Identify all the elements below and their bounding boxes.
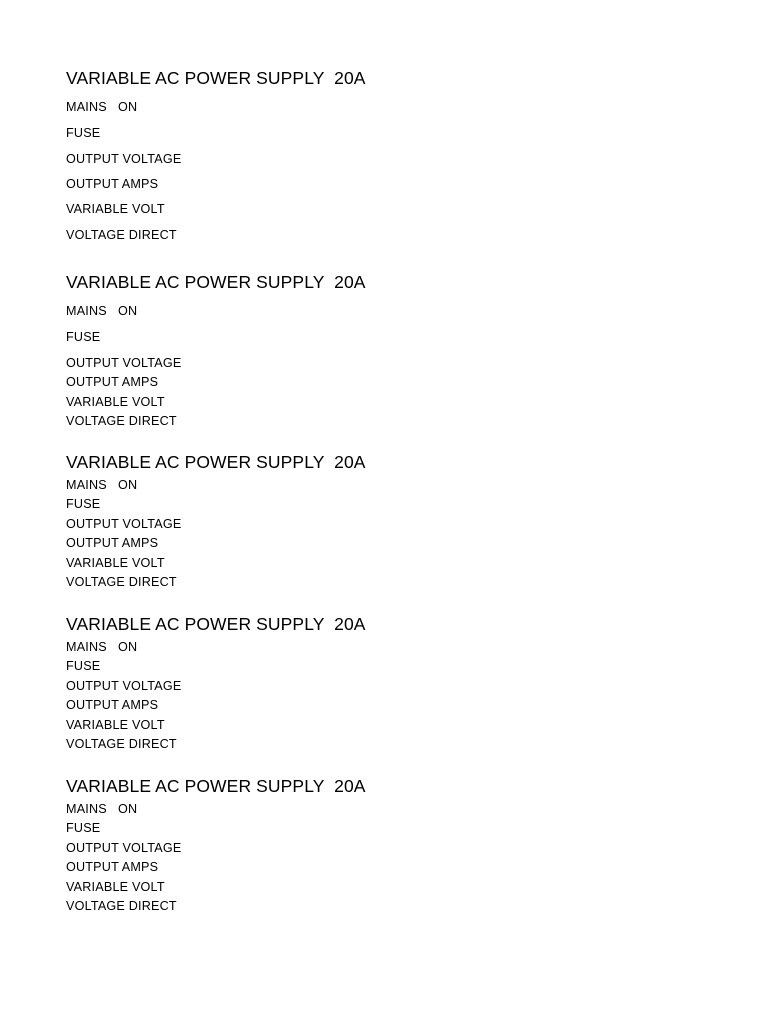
label-line-output-voltage: OUTPUT VOLTAGE bbox=[66, 152, 182, 166]
label-line-output-amps: OUTPUT AMPS bbox=[66, 860, 159, 874]
label-line-voltage-direct: VOLTAGE DIRECT bbox=[66, 414, 177, 428]
label-line-mains: MAINS ON bbox=[66, 802, 138, 816]
label-line-variable-volt: VARIABLE VOLT bbox=[66, 556, 165, 570]
label-line-fuse: FUSE bbox=[66, 497, 101, 511]
label-line-variable-volt: VARIABLE VOLT bbox=[66, 880, 165, 894]
label-line-fuse: FUSE bbox=[66, 821, 101, 835]
block-title: VARIABLE AC POWER SUPPLY 20A bbox=[66, 614, 366, 634]
label-line-mains: MAINS ON bbox=[66, 640, 138, 654]
label-line-variable-volt: VARIABLE VOLT bbox=[66, 718, 165, 732]
label-line-output-voltage: OUTPUT VOLTAGE bbox=[66, 679, 182, 693]
label-line-variable-volt: VARIABLE VOLT bbox=[66, 202, 165, 216]
label-line-output-amps: OUTPUT AMPS bbox=[66, 177, 159, 191]
label-line-fuse: FUSE bbox=[66, 126, 101, 140]
label-line-output-amps: OUTPUT AMPS bbox=[66, 698, 159, 712]
label-line-output-voltage: OUTPUT VOLTAGE bbox=[66, 841, 182, 855]
label-line-fuse: FUSE bbox=[66, 330, 101, 344]
block-title: VARIABLE AC POWER SUPPLY 20A bbox=[66, 272, 366, 292]
label-line-output-amps: OUTPUT AMPS bbox=[66, 375, 159, 389]
block-title: VARIABLE AC POWER SUPPLY 20A bbox=[66, 452, 366, 472]
label-line-output-voltage: OUTPUT VOLTAGE bbox=[66, 356, 182, 370]
label-line-output-voltage: OUTPUT VOLTAGE bbox=[66, 517, 182, 531]
label-line-voltage-direct: VOLTAGE DIRECT bbox=[66, 228, 177, 242]
label-line-variable-volt: VARIABLE VOLT bbox=[66, 395, 165, 409]
label-line-voltage-direct: VOLTAGE DIRECT bbox=[66, 899, 177, 913]
block-title: VARIABLE AC POWER SUPPLY 20A bbox=[66, 776, 366, 796]
label-line-mains: MAINS ON bbox=[66, 304, 138, 318]
block-title: VARIABLE AC POWER SUPPLY 20A bbox=[66, 68, 366, 88]
label-line-mains: MAINS ON bbox=[66, 100, 138, 114]
label-line-voltage-direct: VOLTAGE DIRECT bbox=[66, 575, 177, 589]
label-line-mains: MAINS ON bbox=[66, 478, 138, 492]
label-line-fuse: FUSE bbox=[66, 659, 101, 673]
label-line-voltage-direct: VOLTAGE DIRECT bbox=[66, 737, 177, 751]
label-line-output-amps: OUTPUT AMPS bbox=[66, 536, 159, 550]
